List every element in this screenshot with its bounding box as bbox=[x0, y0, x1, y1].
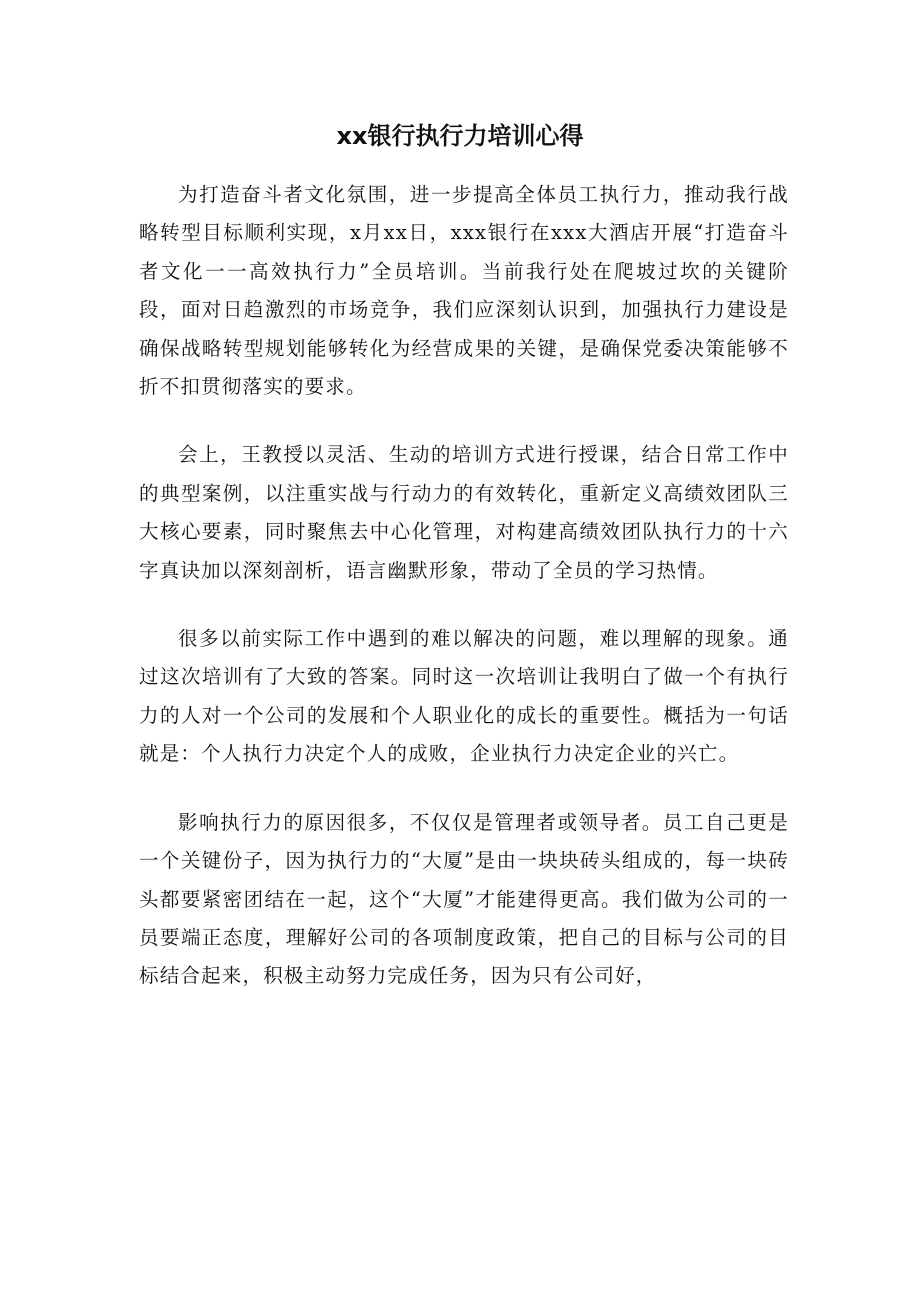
paragraph-1: 为打造奋斗者文化氛围，进一步提高全体员工执行力，推动我行战略转型目标顺利实现，x月xx日，xxx银行在xxx大酒店开展“打造奋斗者文化一一高效执行力”全员培训。当前我行处在爬坡过坎的关键阶段，面对日趋激烈的市场竞争，我们应深刻认识到，加强执行力建设是确保战略转型规划能够转化为经营成果的关键，是确保党委决策能够不折不扣贯彻落实的要求。 bbox=[139, 183, 789, 399]
document-body bbox=[139, 176, 789, 996]
paragraph-2: 会上，王教授以灵活、生动的培训方式进行授课，结合日常工作中的典型案例，以注重实战与行动力的有效转化，重新定义高绩效团队三大核心要素，同时聚焦去中心化管理，对构建高绩效团队执行力的十六字真诀加以深刻剖析，语言幽默形象，带动了全员的学习热情。 bbox=[139, 443, 789, 582]
document-title: xx银行执行力培训心得 bbox=[336, 122, 584, 150]
paragraph-4: 影响执行力的原因很多，不仅仅是管理者或领导者。员工自己更是一个关键份子，因为执行力的“大厦”是由一块块砖头组成的，每一块砖头都要紧密团结在一起，这个“大厦”才能建得更高。我们做为公司的一员要端正态度，理解好公司的各项制度政策，把自己的目标与公司的目标结合起来，积极主动努力完成任务，因为只有公司好， bbox=[139, 810, 789, 988]
paragraph-3: 很多以前实际工作中遇到的难以解决的问题，难以理解的现象。通过这次培训有了大致的答案。同时这一次培训让我明白了做一个有执行力的人对一个公司的发展和个人职业化的成长的重要性。概括为一句话就是：个人执行力决定个人的成败，企业执行力决定企业的兴亡。 bbox=[139, 627, 789, 766]
